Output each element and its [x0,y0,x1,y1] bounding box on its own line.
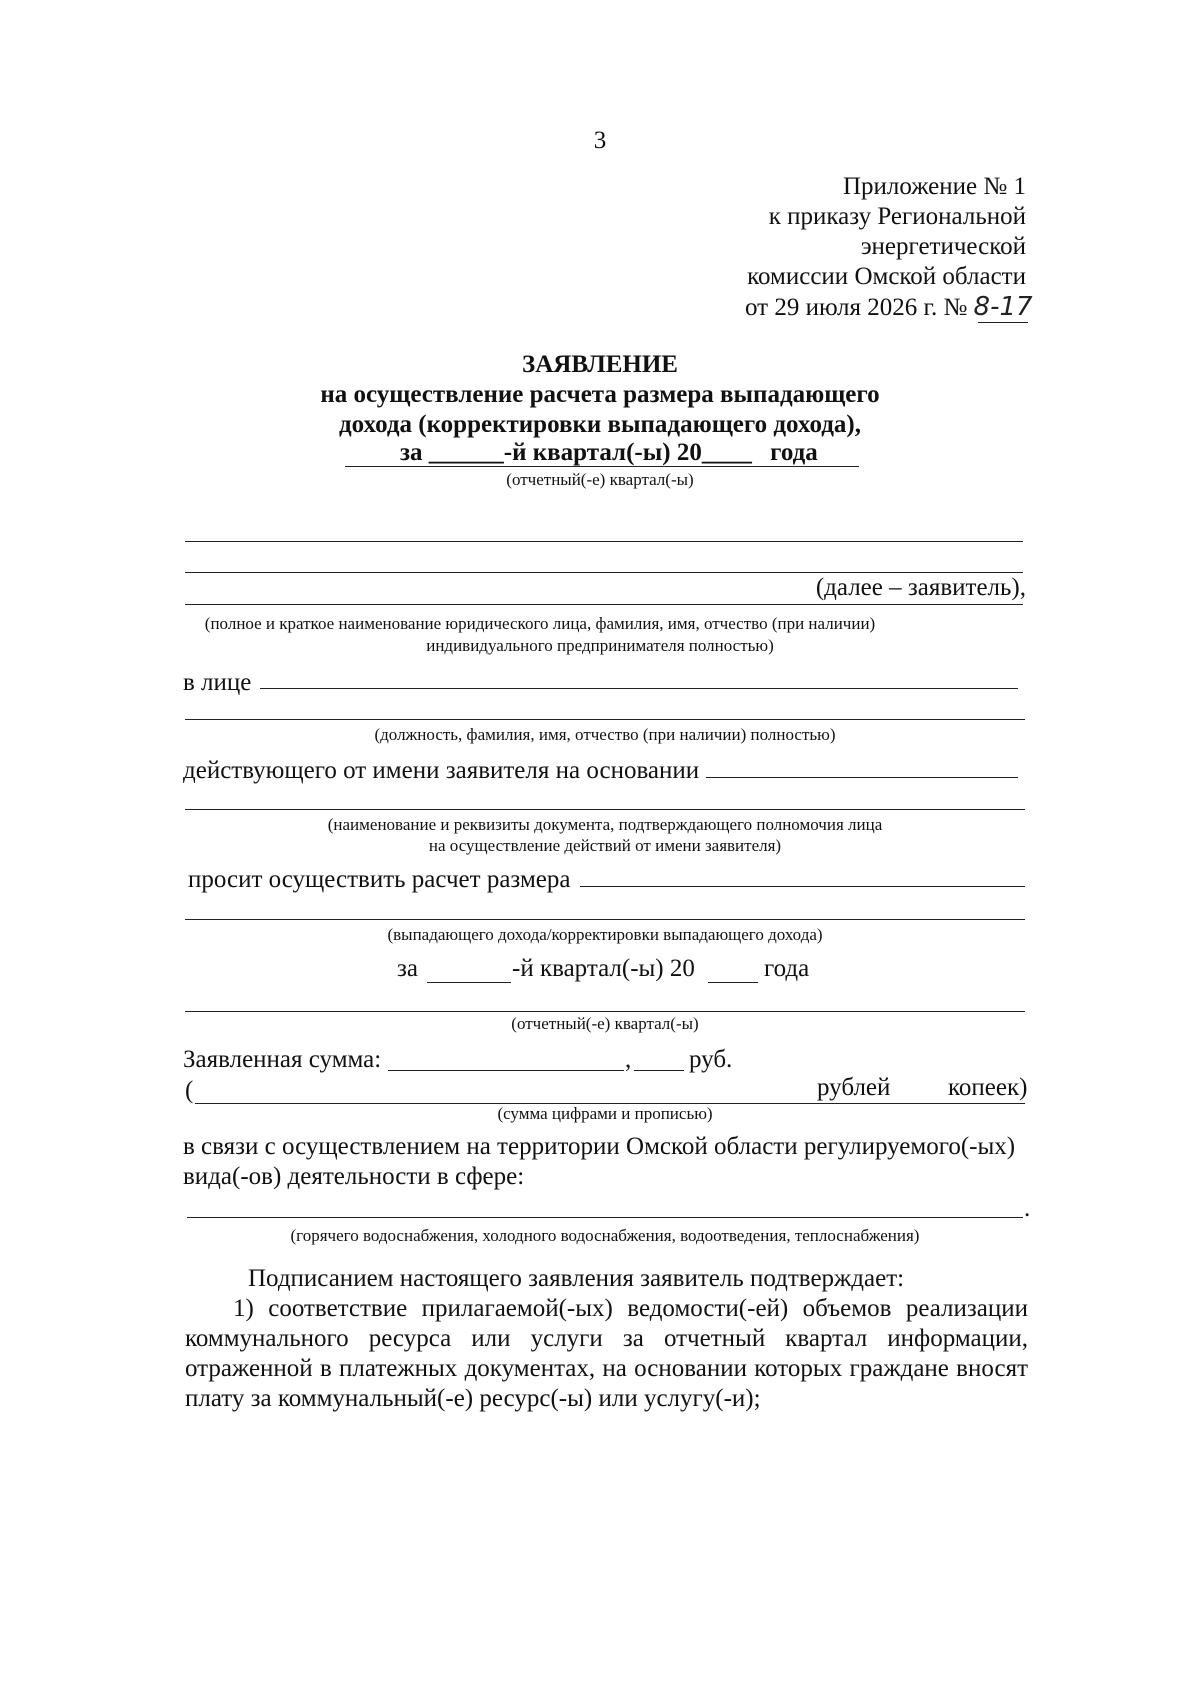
order-number-underline [978,322,1028,323]
amount-rubles-field[interactable] [388,1070,624,1071]
period-caption: (отчетный(-е) квартал(-ы) [511,1014,699,1033]
title-period-year: года [770,439,818,466]
amount-open-paren: ( [185,1077,194,1104]
activity-caption: (горячего водоснабжения, холодного водоснабжения, водоотведения, теплоснабжения) [290,1226,920,1245]
basis-caption-1: (наименование и реквизиты документа, подтверждающего полномочия лица [327,815,883,834]
amount-kopecks-word: копеек) [948,1074,1028,1101]
amount-caption: (сумма цифрами и прописью) [497,1104,713,1123]
confirmation-item-1-line-2: коммунального ресурса или услуги за отчетный квартал информации, [185,1325,1028,1352]
amount-kopecks-field[interactable] [634,1070,684,1071]
representative-label: в лице [183,669,252,696]
period-year-text: года [764,955,810,982]
activity-field[interactable] [187,1217,1023,1218]
basis-caption-2: на осуществление действий от имени заявителя) [428,836,782,855]
document-title: ЗАЯВЛЕНИЕ [522,351,678,378]
basis-field-line-2[interactable] [185,809,1025,810]
page-number: 3 [593,127,607,154]
period-underline [185,1011,1025,1012]
annex-line-1: Приложение № 1 [842,173,1026,200]
amount-label: Заявленная сумма: [183,1046,382,1073]
applicant-suffix: (далее – заявитель), [815,574,1026,601]
activity-period-mark: . [1024,1195,1031,1222]
confirmation-item-1-line-4: плату за коммунальный(-е) ресурс(-ы) или услугу(-и); [185,1385,761,1412]
period-quarter-field[interactable] [427,982,511,983]
basis-label: действующего от имени заявителя на основании [183,757,700,784]
title-period-caption: (отчетный(-е) квартал(-ы) [506,470,694,489]
representative-field-line-2[interactable] [185,719,1025,720]
title-quarter-blank[interactable]: ______ [428,439,504,466]
applicant-name-line-3[interactable] [185,604,1023,605]
applicant-caption-1: (полное и краткое наименование юридического лица, фамилия, имя, отчество (при наличии) [204,614,876,633]
period-quarter-text: -й квартал(-ы) 20 [512,955,695,982]
activity-line-2: вида(-ов) деятельности в сфере: [183,1163,525,1190]
title-line-1: на осуществление расчета размера выпадающего [320,381,880,408]
request-label: просит осуществить расчет размера [188,866,571,893]
request-field[interactable] [580,886,1025,887]
handwritten-order-number: 8-17 [973,292,1033,322]
applicant-name-line-1[interactable] [185,541,1023,542]
title-underline [345,466,859,467]
representative-caption: (должность, фамилия, имя, отчество (при наличии) полностью) [374,725,836,744]
amount-comma: , [625,1046,632,1073]
applicant-caption-2: индивидуального предпринимателя полностью) [426,636,774,655]
request-caption: (выпадающего дохода/корректировки выпадающего дохода) [387,925,823,944]
annex-order-prefix: от 29 июля 2026 г. № [745,294,968,321]
annex-line-2: к приказу Региональной [768,203,1026,230]
title-period-quarter: -й квартал(-ы) 20 [503,439,702,466]
period-za: за [397,955,418,982]
request-field-line-2[interactable] [185,919,1025,920]
confirmation-item-1-line-3: отраженной в платежных документах, на основании которых граждане вносят [185,1355,1028,1382]
confirmation-item-1-line-1: 1) соответствие прилагаемой(-ых) ведомости(-ей) объемов реализации [233,1295,1028,1322]
annex-line-4: комиссии Омской области [747,263,1026,290]
period-year-field[interactable] [708,982,758,983]
activity-line-1: в связи с осуществлением на территории Омской области регулируемого(-ых) [183,1133,1016,1160]
representative-field[interactable] [260,688,1018,689]
annex-order-line [745,292,1033,323]
basis-field[interactable] [706,777,1018,778]
title-period-za: за [400,439,423,466]
confirmation-intro: Подписанием настоящего заявления заявитель подтверждает: [248,1265,905,1292]
title-period-line [400,438,818,468]
annex-line-3: энергетической [860,233,1026,260]
title-year-blank[interactable]: ____ [701,439,752,466]
title-line-2: дохода (корректировки выпадающего дохода), [339,411,861,438]
amount-rub-short: руб. [689,1046,733,1073]
amount-rubles-word: рублей [817,1074,891,1101]
